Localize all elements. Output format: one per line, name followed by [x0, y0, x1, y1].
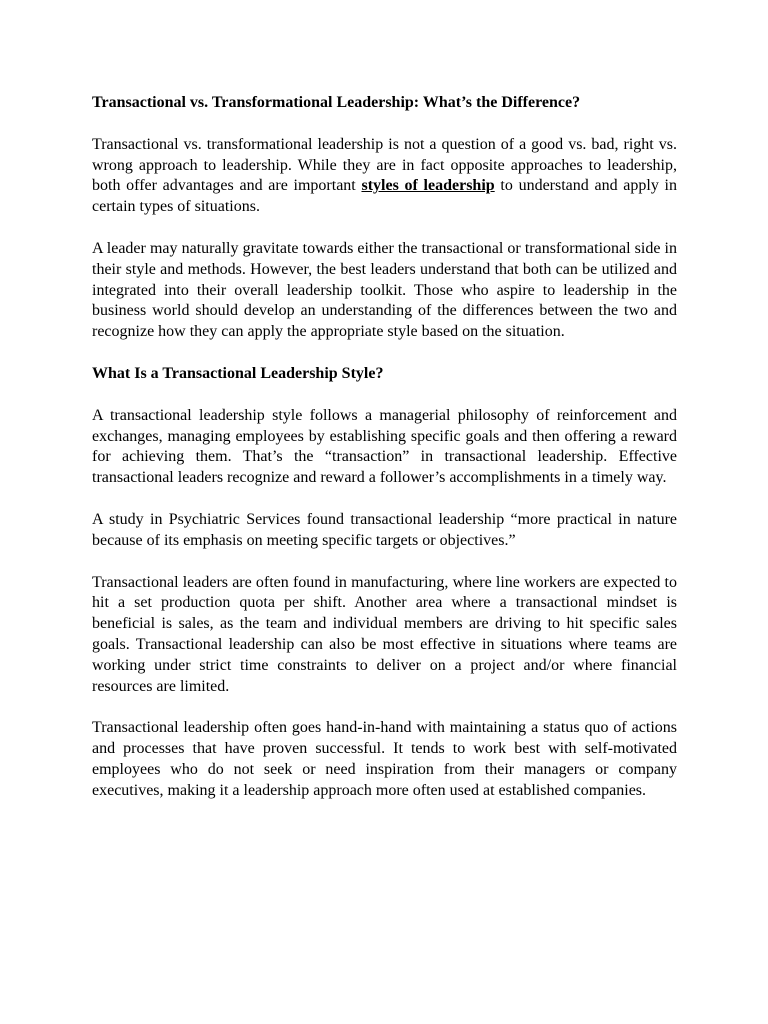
document-title: Transactional vs. Transformational Leadership: What’s the Difference? — [92, 94, 581, 111]
styles-of-leadership-link[interactable]: styles of leadership — [361, 177, 495, 195]
section-heading-transactional: What Is a Transactional Leadership Style? — [92, 364, 384, 382]
intro-paragraph-2: A leader may naturally gravitate towards either the transactional or transformational side in their style and methods. However, the best leaders understand that both can be utilized and integrated into their overall leadership toolkit. Those who aspire to leadership in the business world should develop an understanding of the differences between the two and recognize how they can apply the appropriate style based on the situation. — [92, 239, 677, 341]
transactional-paragraph-4: Transactional leadership often goes hand-in-hand with maintaining a status quo of actions and processes that have proven successful. It tends to work best with self-motivated employees who do not seek or need inspiration from their managers or company executives, making it a leadership approach more often used at established companies. — [92, 719, 677, 799]
transactional-paragraph-2: A study in Psychiatric Services found transactional leadership “more practical in nature because of its emphasis on meeting specific targets or objectives.” — [92, 510, 677, 549]
intro-paragraph-1-text-start: Transactional vs. transformational leadership is not a question of a good vs. bad, right vs. wrong approach to leadership. While they are in fact opposite approaches to leadership, both offer advantages and are important — [92, 135, 677, 195]
transactional-paragraph-3: Transactional leaders are often found in manufacturing, where line workers are expected to hit a set production quota per shift. Another area where a transactional mindset is beneficial is sales, as the team and individual members are driving to hit specific sales goals. Transactional leadership can also be most effective in situations where teams are working under strict time constraints to deliver on a project and/or where financial resources are limited. — [92, 573, 677, 695]
intro-paragraph-1 — [92, 135, 677, 218]
intro-paragraph-1-text-end: to understand and apply in certain types of situations. — [92, 177, 678, 216]
document-page — [92, 93, 677, 823]
transactional-paragraph-1: A transactional leadership style follows a managerial philosophy of reinforcement and exchanges, managing employees by establishing specific goals and then offering a reward for achieving them. That’s the “transaction” in transactional leadership. Effective transactional leaders recognize and reward a follower’s accomplishments in a timely way. — [92, 406, 677, 487]
